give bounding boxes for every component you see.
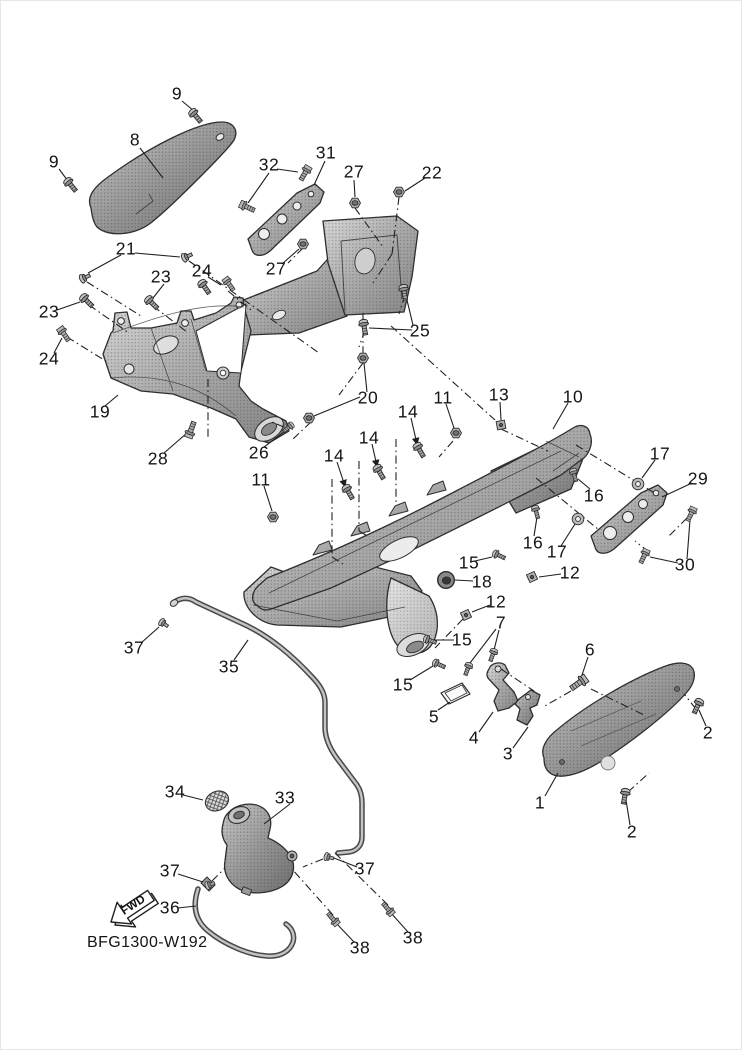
callout-9-2[interactable]: 9	[48, 151, 60, 172]
axis-line	[303, 859, 323, 867]
screw-fastener	[62, 176, 80, 194]
leader-line	[135, 253, 180, 257]
callout-18-33[interactable]: 18	[471, 571, 493, 592]
callout-27-10[interactable]: 27	[265, 258, 287, 279]
part-34-cap	[202, 787, 232, 814]
nut-fastener	[304, 413, 315, 423]
pin-fastener	[524, 569, 539, 584]
washer-fastener	[572, 513, 584, 525]
bolt-fastener	[238, 199, 256, 214]
callout-15-32[interactable]: 15	[458, 552, 480, 573]
callout-17-24[interactable]: 17	[649, 443, 671, 464]
fwd-arrow-label: FWD	[119, 893, 148, 918]
callout-34-47[interactable]: 34	[164, 781, 186, 802]
callout-16-28[interactable]: 16	[522, 532, 544, 553]
callout-23-11[interactable]: 23	[38, 301, 60, 322]
callout-38-53[interactable]: 38	[402, 927, 424, 948]
axis-line	[543, 691, 571, 707]
leader-line	[513, 727, 528, 748]
leader-line	[183, 795, 203, 800]
screw-fastener	[196, 278, 213, 297]
leader-line	[264, 486, 272, 511]
leader-line	[314, 397, 360, 416]
leader-line	[334, 858, 357, 867]
part-36-hose	[195, 889, 293, 956]
screw-fastener	[530, 504, 542, 519]
callout-26-17[interactable]: 26	[248, 442, 270, 463]
screw-fastener	[143, 294, 161, 312]
screw-fastener	[340, 483, 356, 502]
callout-21-7[interactable]: 21	[115, 238, 137, 259]
clip-fastener	[157, 617, 170, 629]
callout-24-9[interactable]: 24	[191, 260, 213, 281]
callout-12-30[interactable]: 12	[559, 562, 581, 583]
axis-line	[292, 869, 333, 915]
callout-19-14[interactable]: 19	[89, 401, 111, 422]
callout-35-38[interactable]: 35	[218, 656, 240, 677]
callout-37-50[interactable]: 37	[354, 858, 376, 879]
callout-2-44[interactable]: 2	[702, 722, 714, 743]
callout-11-19[interactable]: 11	[433, 387, 453, 408]
callout-20-15[interactable]: 20	[357, 387, 379, 408]
clip-fastener	[78, 271, 92, 284]
leader-line	[539, 574, 561, 577]
leader-line	[57, 302, 80, 310]
axis-line	[628, 773, 649, 792]
callout-31-4[interactable]: 31	[315, 142, 337, 163]
part-33-reservoir-tank	[201, 804, 297, 896]
screw-fastener	[491, 549, 507, 562]
callout-25-12[interactable]: 25	[409, 320, 431, 341]
callout-22-6[interactable]: 22	[421, 162, 443, 183]
axis-line	[87, 282, 141, 316]
screw-fastener	[78, 292, 96, 310]
bolt-fastener	[183, 420, 198, 439]
callout-3-43[interactable]: 3	[502, 743, 514, 764]
screw-fastener	[187, 107, 205, 125]
callout-5-41[interactable]: 5	[428, 706, 440, 727]
screw-fastener	[486, 647, 499, 662]
screw-fastener	[461, 661, 474, 676]
leader-line	[337, 462, 345, 486]
leader-line	[410, 666, 433, 680]
leader-line	[553, 403, 568, 429]
bolt-fastener	[568, 673, 590, 693]
screw-fastener	[690, 697, 706, 715]
screw-fastener	[358, 319, 371, 336]
bolt-fastener	[56, 325, 73, 343]
callout-37-37[interactable]: 37	[123, 637, 145, 658]
diagram-art	[1, 1, 742, 1050]
callout-37-49[interactable]: 37	[159, 860, 181, 881]
callout-36-51[interactable]: 36	[159, 897, 181, 918]
callout-14-23[interactable]: 14	[323, 445, 345, 466]
callout-8-1[interactable]: 8	[129, 129, 141, 150]
nut-fastener	[298, 239, 309, 249]
part-3-bracket	[515, 690, 540, 725]
callout-33-48[interactable]: 33	[274, 787, 296, 808]
clip-fastener	[323, 852, 335, 863]
callout-13-20[interactable]: 13	[488, 384, 510, 405]
callout-6-39[interactable]: 6	[584, 639, 596, 660]
bolt-fastener	[325, 910, 341, 927]
leader-line	[369, 328, 412, 330]
nut-fastener	[268, 512, 279, 522]
callout-24-13[interactable]: 24	[38, 348, 60, 369]
leader-line	[277, 169, 298, 172]
screw-fastener	[371, 463, 387, 482]
leader-line	[411, 418, 417, 444]
callout-28-16[interactable]: 28	[147, 448, 169, 469]
callout-29-25[interactable]: 29	[687, 468, 709, 489]
axis-line	[293, 422, 311, 439]
axis-line	[288, 248, 303, 263]
part-1-side-cover	[543, 663, 695, 776]
leader-line	[314, 161, 325, 185]
callout-14-18[interactable]: 14	[397, 401, 419, 422]
callout-16-26[interactable]: 16	[583, 485, 605, 506]
parts-layer	[90, 122, 695, 956]
axis-line	[669, 518, 687, 536]
screw-fastener	[619, 788, 632, 805]
washer-fastener	[632, 478, 644, 490]
leader-line	[500, 402, 501, 420]
bolt-fastener	[380, 900, 396, 917]
leader-line	[354, 180, 355, 197]
callout-27-5[interactable]: 27	[343, 161, 365, 182]
leader-line	[687, 520, 690, 559]
nut-fastener	[350, 198, 361, 208]
callout-15-36[interactable]: 15	[451, 629, 473, 650]
callout-11-27[interactable]: 11	[251, 469, 271, 490]
bolt-fastener	[297, 164, 313, 182]
callout-32-3[interactable]: 32	[258, 154, 280, 175]
bolt-fastener	[637, 548, 652, 565]
leader-line	[455, 580, 473, 581]
fwd-arrow-icon	[111, 890, 158, 927]
callout-2-46[interactable]: 2	[626, 821, 638, 842]
axis-line	[439, 441, 453, 457]
callout-23-8[interactable]: 23	[150, 266, 172, 287]
callout-7-35[interactable]: 7	[495, 612, 507, 633]
screw-fastener	[411, 441, 427, 460]
leader-line	[479, 712, 493, 732]
nut-fastener	[394, 187, 405, 197]
callout-30-31[interactable]: 30	[674, 554, 696, 575]
callout-1-45[interactable]: 1	[534, 792, 546, 813]
bolt-fastener	[684, 506, 699, 523]
axis-line	[67, 337, 109, 363]
leader-line	[438, 702, 450, 710]
pin-fastener	[458, 607, 473, 622]
callout-38-52[interactable]: 38	[349, 937, 371, 958]
callout-9-0[interactable]: 9	[171, 83, 183, 104]
part-31-stay	[248, 184, 324, 255]
leader-line	[248, 173, 269, 203]
callout-15-40[interactable]: 15	[392, 674, 414, 695]
leader-line	[178, 874, 203, 882]
leader-line	[446, 404, 454, 428]
part-5-damper-plate	[441, 683, 470, 704]
nut-fastener	[451, 428, 462, 438]
grommet-fastener	[438, 572, 455, 589]
bolt-fastener	[221, 275, 237, 292]
callout-17-29[interactable]: 17	[546, 541, 568, 562]
nut-fastener	[358, 353, 369, 363]
leader-line	[494, 630, 499, 650]
axis-line	[212, 868, 225, 881]
callout-14-22[interactable]: 14	[358, 427, 380, 448]
leader-line	[545, 773, 558, 796]
callout-12-34[interactable]: 12	[485, 591, 507, 612]
callout-10-21[interactable]: 10	[562, 386, 584, 407]
callout-4-42[interactable]: 4	[468, 727, 480, 748]
screw-fastener	[431, 658, 447, 671]
diagram-code: BFG1300-W192	[87, 934, 208, 951]
leader-line	[372, 444, 377, 466]
